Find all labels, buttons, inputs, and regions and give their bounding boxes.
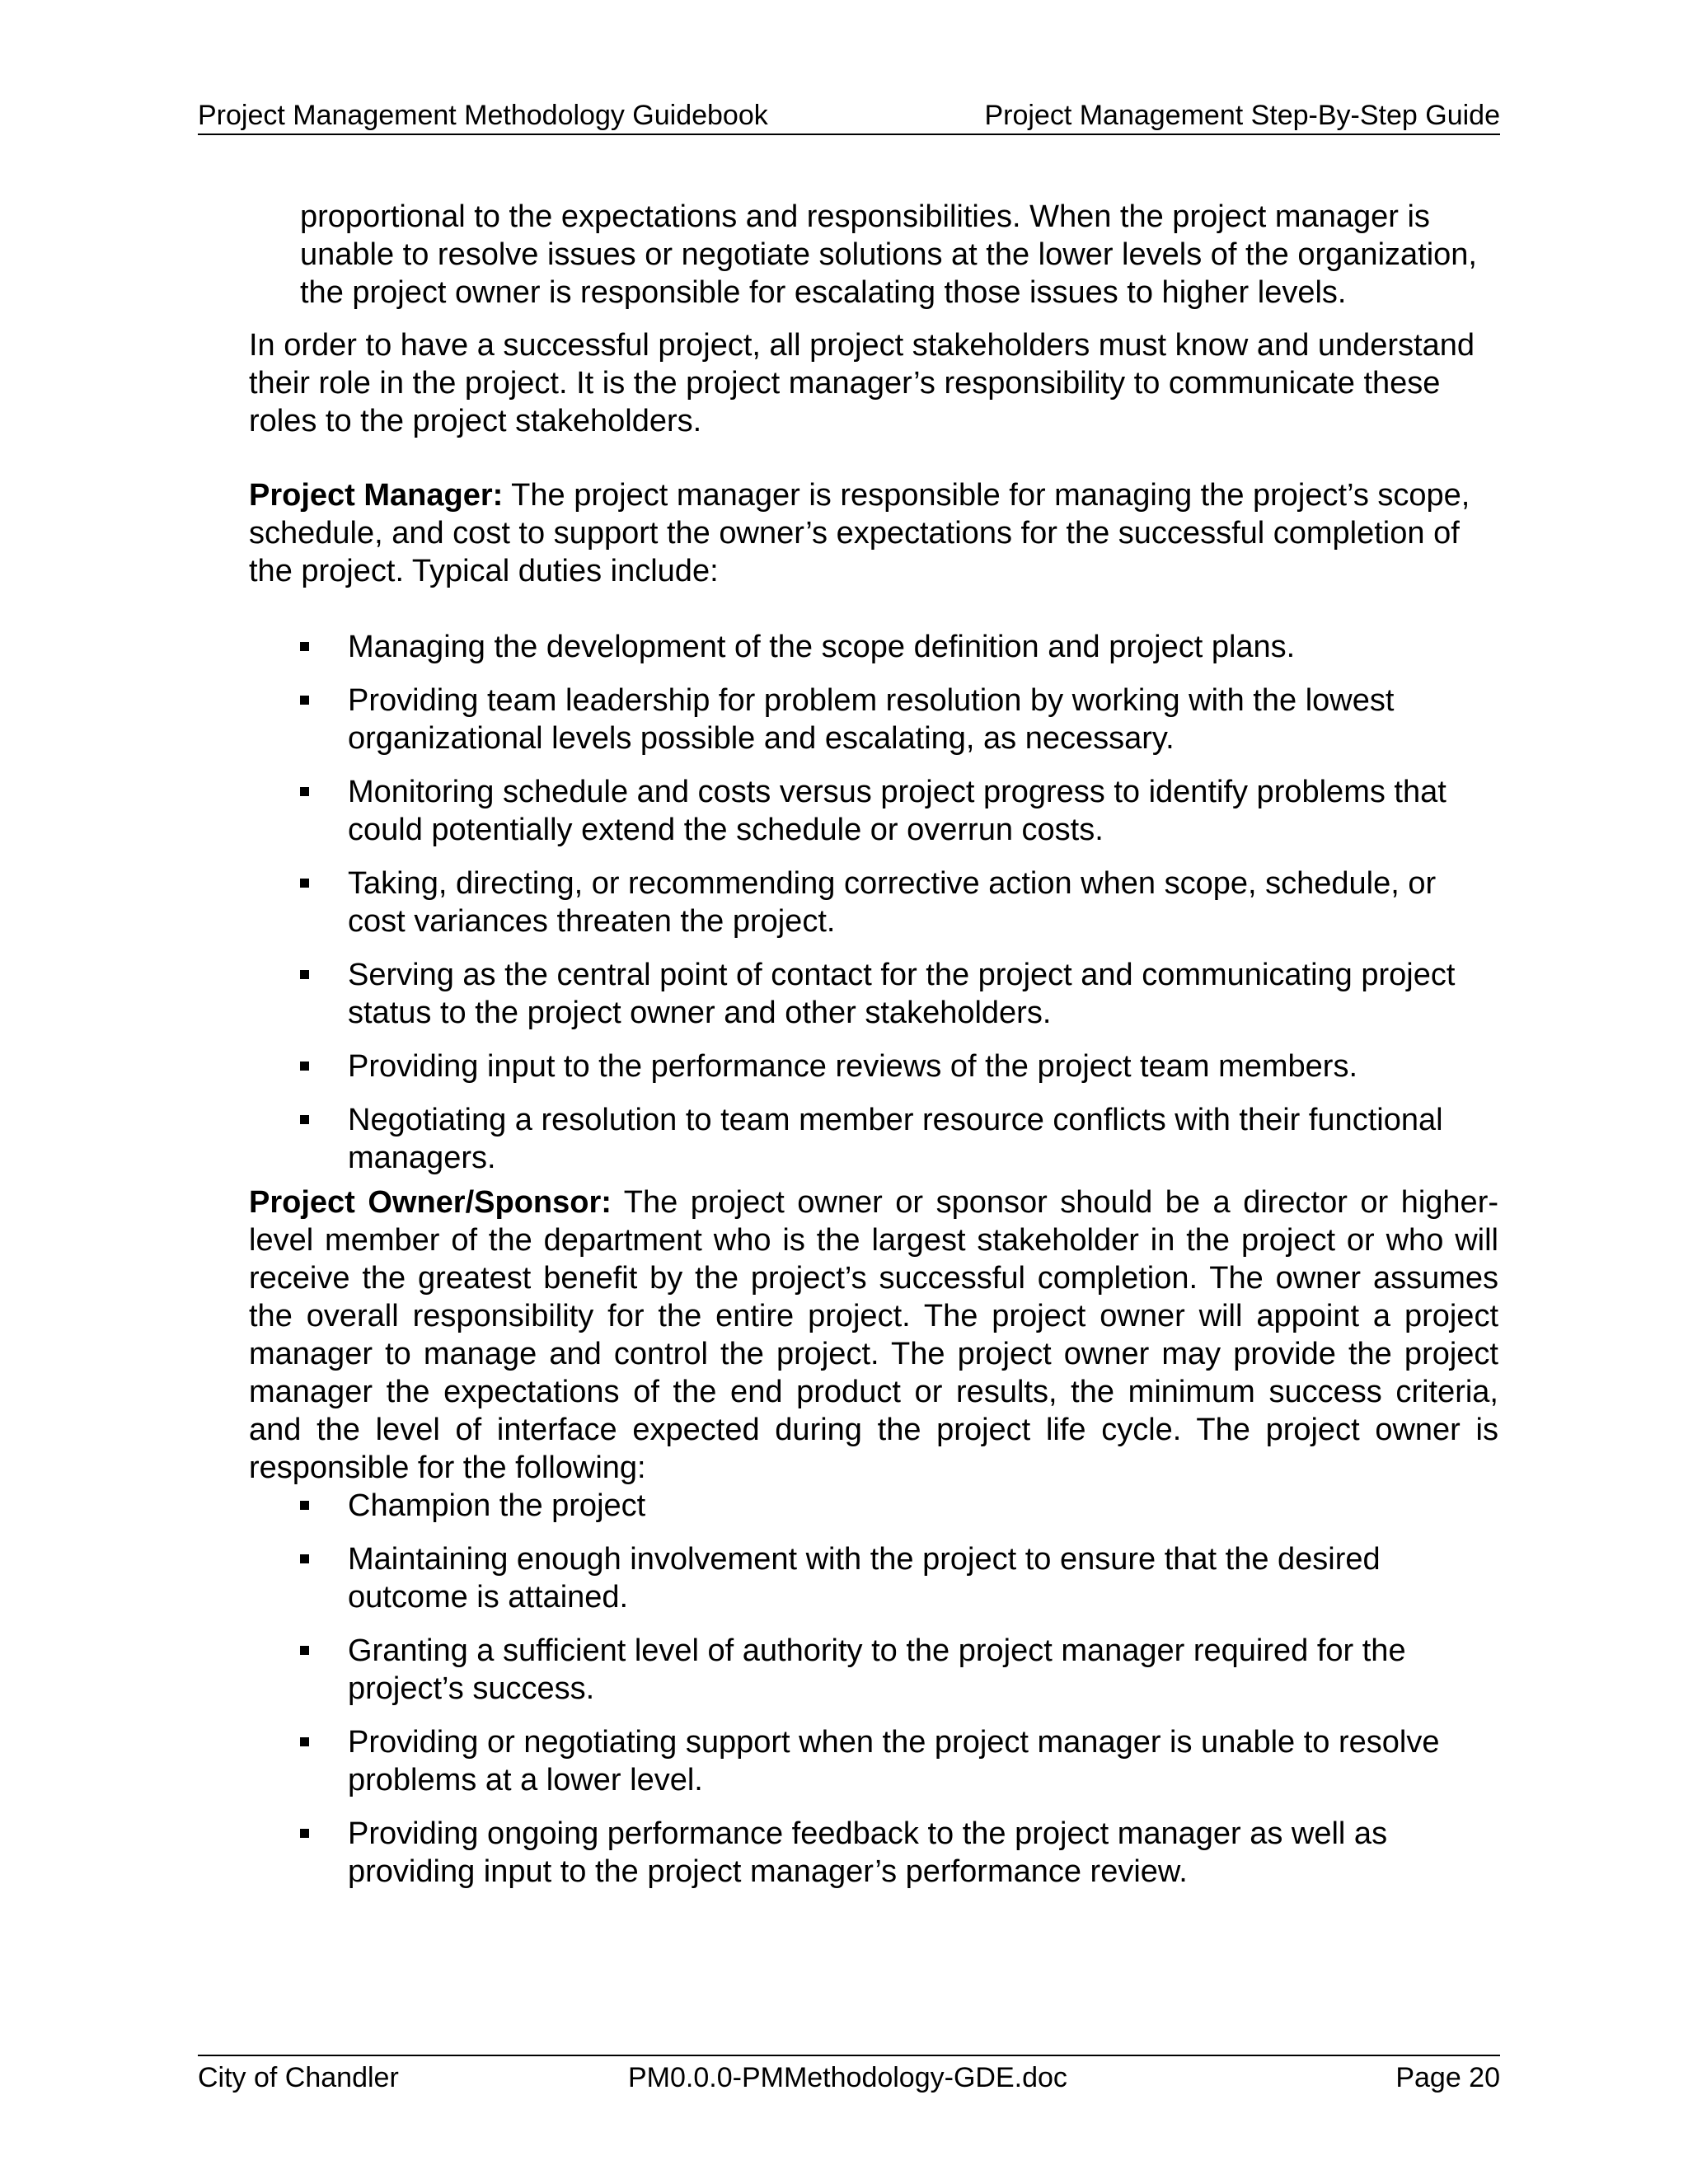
project-owner-paragraph (249, 1183, 1498, 1487)
list-item-text: Taking, directing, or recommending corrective action when scope, schedule, or cost variances threaten the project. (348, 866, 1437, 939)
list-item (249, 956, 1498, 1032)
list-item-text: Providing input to the performance reviews of the project team members. (348, 1049, 1358, 1084)
list-item (249, 1540, 1498, 1616)
square-bullet-icon (300, 787, 309, 796)
list-item (249, 1047, 1498, 1085)
list-item-text: Maintaining enough involvement with the project to ensure that the desired outcome is attained. (348, 1542, 1381, 1615)
list-item-text: Serving as the central point of contact for the project and communicating project status to the project owner and other stakeholders. (348, 958, 1456, 1030)
list-item-text: Monitoring schedule and costs versus project progress to identify problems that could potentially extend the schedule or overrun costs. (348, 775, 1447, 847)
footer-page-number: Page 20 (1395, 2062, 1500, 2093)
project-manager-paragraph (249, 476, 1498, 590)
page-header (198, 97, 1500, 135)
square-bullet-icon (300, 1646, 309, 1655)
square-bullet-icon (300, 696, 309, 705)
square-bullet-icon (300, 642, 309, 651)
continuation-paragraph: proportional to the expectations and responsibilities. When the project manager is unable to resolve issues or negotiate solutions at the lower levels of the organization, the project owner is responsible for escalating those issues to higher levels. (300, 199, 1477, 310)
list-item (249, 1487, 1498, 1525)
list-item-text: Negotiating a resolution to team member resource conflicts with their functional managers. (348, 1103, 1443, 1175)
header-section-title: Project Management Step-By-Step Guide (984, 100, 1500, 131)
square-bullet-icon (300, 1737, 309, 1746)
header-document-title: Project Management Methodology Guidebook (198, 100, 768, 131)
list-item-text: Providing team leadership for problem resolution by working with the lowest organizational levels possible and escalating, as necessary. (348, 683, 1395, 756)
list-item-text: Managing the development of the scope definition and project plans. (348, 630, 1296, 664)
square-bullet-icon (300, 879, 309, 888)
square-bullet-icon (300, 1829, 309, 1838)
project-owner-text: The project owner or sponsor should be a director or higher-level member of the department who is the largest stakeholder in the project or who will receive the greatest benefit by the project’s successful completion. The owner assumes the overall responsibility for the entire project. The project owner will appoint a project manager to manage and control the project. The project owner may provide the project manager the expectations of the end product or results, the minimum success criteria, and the level of interface expected during the project life cycle. The project owner is responsible for the following: (249, 1185, 1498, 1485)
intro-paragraph: In order to have a successful project, all project stakeholders must know and understand their role in the project. It is the project manager’s responsibility to communicate these roles to the project stakeholders. (249, 328, 1475, 438)
list-item (249, 1723, 1498, 1799)
project-manager-duties-list (249, 628, 1498, 1177)
list-item-text: Champion the project (348, 1488, 646, 1523)
list-item (249, 1632, 1498, 1708)
list-item (249, 865, 1498, 940)
square-bullet-icon (300, 1501, 309, 1510)
list-item (249, 1101, 1498, 1177)
project-manager-label: Project Manager: (249, 478, 504, 513)
list-item-text: Providing ongoing performance feedback to the project manager as well as providing input to the project manager’s performance review. (348, 1816, 1388, 1889)
list-item-text: Granting a sufficient level of authority to the project manager required for the project’s success. (348, 1633, 1406, 1706)
footer-filename: PM0.0.0-PMMethodology-GDE.doc (628, 2062, 1067, 2093)
project-owner-responsibilities-list (249, 1487, 1498, 1891)
page-body (249, 198, 1498, 1906)
square-bullet-icon (300, 1554, 309, 1563)
list-item (249, 773, 1498, 849)
page-footer (198, 2055, 1500, 2099)
list-item (249, 628, 1498, 666)
list-item-text: Providing or negotiating support when the project manager is unable to resolve problems at a lower level. (348, 1725, 1440, 1797)
list-item (249, 1815, 1498, 1891)
list-item (249, 682, 1498, 757)
square-bullet-icon (300, 1115, 309, 1124)
project-owner-label: Project Owner/Sponsor: (249, 1185, 612, 1220)
square-bullet-icon (300, 1062, 309, 1071)
footer-organization: City of Chandler (198, 2062, 399, 2093)
square-bullet-icon (300, 970, 309, 979)
project-manager-text: The project manager is responsible for managing the project’s scope, schedule, and cost to support the owner’s expectations for the successful completion of the project. Typical duties include: (249, 478, 1470, 588)
